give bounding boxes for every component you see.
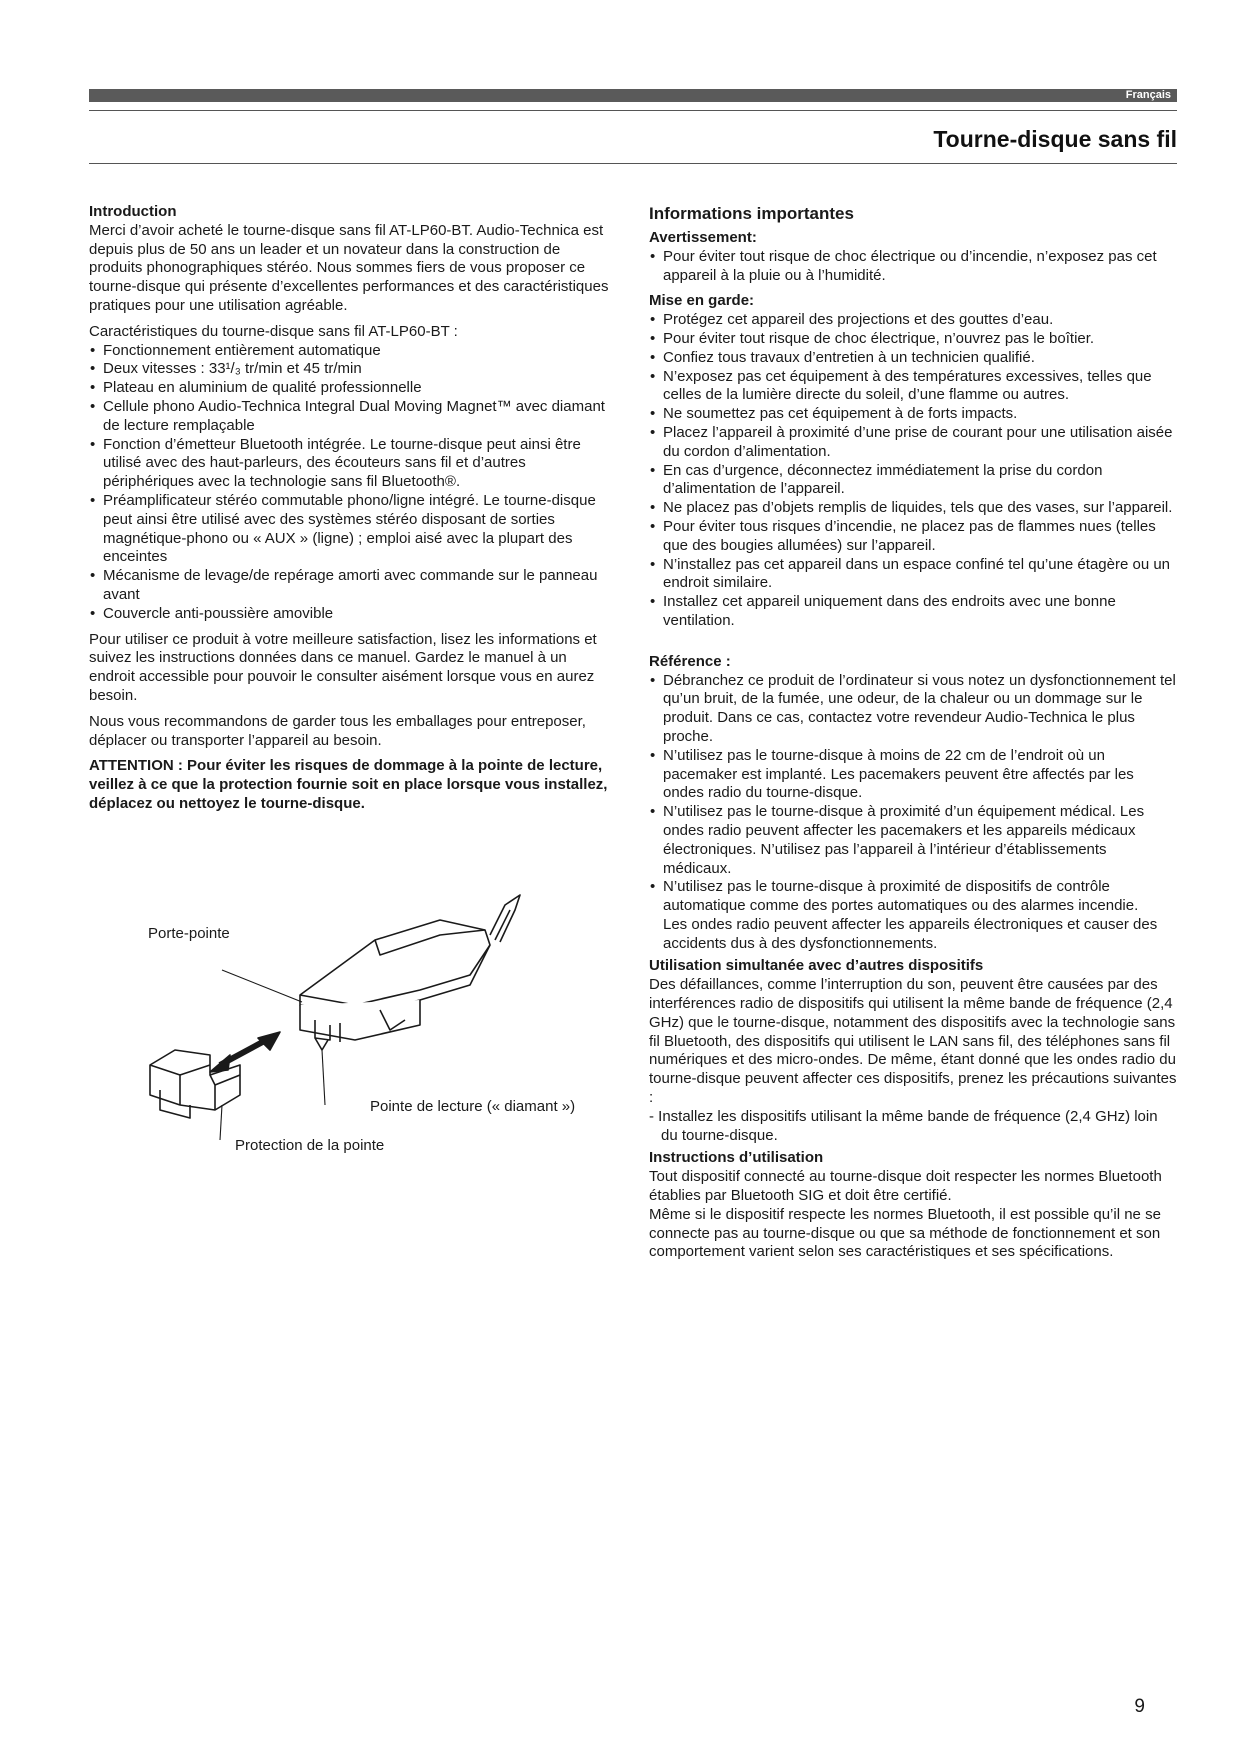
- stylus-figure: [130, 880, 610, 1170]
- list-item: • Ne soumettez pas cet équipement à de forts impacts.: [649, 405, 1177, 424]
- warning-list: [649, 248, 1177, 286]
- list-item: • Mécanisme de levage/de repérage amorti avec commande sur le panneau avant: [89, 567, 614, 605]
- usage-instructions-heading: Instructions d’utilisation: [649, 1149, 824, 1167]
- list-item: • Fonction d’émetteur Bluetooth intégrée. Le tourne-disque peut ainsi être utilisé avec des haut-parleurs, des écouteurs sans fil et d’autres périphériques avec la technologie sans fil Bluetooth®.: [89, 436, 614, 492]
- list-item: • Plateau en aluminium de qualité professionnelle: [89, 379, 614, 398]
- list-item: • Pour éviter tous risques d’incendie, ne placez pas de flammes nues (telles que des bougies allumées) sur l’appareil.: [649, 518, 1177, 556]
- list-item: • Préamplificateur stéréo commutable phono/ligne intégré. Le tourne-disque peut ainsi être utilisé avec des systèmes stéréo disposant de sorties magnétique-phono ou « AUX » (ligne) ; emploi aisé avec la plupart des enceintes: [89, 492, 614, 567]
- list-item: • N’utilisez pas le tourne-disque à moins de 22 cm de l’endroit où un pacemaker est implanté. Les pacemakers peuvent être affectés par les ondes radio du tourne-disque.: [649, 747, 1177, 803]
- list-item: • N’exposez pas cet équipement à des températures excessives, telles que celles de la lumière directe du soleil, d’une flamme ou autres.: [649, 368, 1177, 406]
- caution-list: [649, 311, 1177, 631]
- simultaneous-use-text: Des défaillances, comme l’interruption du son, peuvent être causées par des interférences radio de dispositifs qui utilisent la même bande de fréquence (2,4 GHz) que le tourne-disque, notamment des dispositifs avec la technologie sans fil Bluetooth, des dispositifs qui utilisent le LAN sans fil, des téléphones sans fil numériques et des micro-ondes. De même, étant donné que les ondes radio du tourne-disque peuvent affecter ces dispositifs, prenez les précautions suivantes :: [649, 976, 1177, 1107]
- list-item: • Installez cet appareil uniquement dans des endroits avec une bonne ventilation.: [649, 593, 1177, 631]
- features-intro: Caractéristiques du tourne-disque sans fil AT-LP60-BT :: [89, 322, 458, 340]
- reference-list: [649, 672, 1177, 916]
- list-item: • En cas d’urgence, déconnectez immédiatement la prise du cordon d’alimentation de l’appareil.: [649, 462, 1177, 500]
- intro-heading: Introduction: [89, 203, 177, 220]
- list-item: • Couvercle anti-poussière amovible: [89, 605, 614, 624]
- caution-heading: Mise en garde:: [649, 292, 755, 310]
- list-item: • Ne placez pas d’objets remplis de liquides, tels que des vases, sur l’appareil.: [649, 499, 1177, 518]
- satisfaction-paragraph: Pour utiliser ce produit à votre meilleure satisfaction, lisez les informations et suivez les instructions données dans ce manuel. Gardez le manuel à un endroit accessible pour pouvoir le consulter aisément lorsque vous en aurez besoin.: [89, 630, 597, 704]
- features-list: [89, 342, 614, 624]
- list-item: • Fonctionnement entièrement automatique: [89, 342, 614, 361]
- page-number: 9: [1134, 1696, 1145, 1717]
- simultaneous-use-heading: Utilisation simultanée avec d’autres dispositifs: [649, 957, 984, 975]
- list-item: • Protégez cet appareil des projections et des gouttes d’eau.: [649, 311, 1177, 330]
- reference-extra: Les ondes radio peuvent affecter les appareils électroniques et causer des accidents dus à des dysfonctionnements.: [663, 915, 1158, 952]
- important-info-heading: Informations importantes: [649, 204, 854, 223]
- list-item: • N’installez pas cet appareil dans un espace confiné tel qu’une étagère ou un endroit similaire.: [649, 556, 1177, 594]
- list-item: • Débranchez ce produit de l’ordinateur si vous notez un dysfonctionnement tel qu’un bruit, de la fumée, une odeur, de la chaleur ou un dommage sur le produit. Dans ce cas, contactez votre revendeur Audio-Technica le plus proche.: [649, 672, 1177, 747]
- label-stylus-guard: Protection de la pointe: [235, 1137, 385, 1154]
- label-stylus-tip: Pointe de lecture (« diamant »): [370, 1098, 576, 1115]
- cartridge-illustration: [130, 880, 610, 1170]
- attention-notice: ATTENTION : Pour éviter les risques de dommage à la pointe de lecture, veillez à ce que la protection fournie soit en place lorsque vous installez, déplacez ou nettoyez le tourne-disque.: [89, 757, 608, 812]
- left-column: [89, 203, 614, 814]
- intro-paragraph: Merci d’avoir acheté le tourne-disque sans fil AT-LP60-BT. Audio-Technica est depuis plus de 50 ans un leader et un novateur dans la construction de produits phonographiques stéréo. Nous sommes fiers de vous proposer ce tourne-disque qui présente d’excellentes performances et des caractéristiques pratiques pour une utilisation agréable.: [89, 221, 609, 314]
- list-item: • Pour éviter tout risque de choc électrique, n’ouvrez pas le boîtier.: [649, 330, 1177, 349]
- usage-instructions-p1: Tout dispositif connecté au tourne-disque doit respecter les normes Bluetooth établies par Bluetooth SIG et doit être certifié.: [649, 1168, 1162, 1205]
- language-label: Français: [1125, 89, 1171, 101]
- list-item: • Cellule phono Audio-Technica Integral Dual Moving Magnet™ avec diamant de lecture remplaçable: [89, 398, 614, 436]
- list-item: • Placez l’appareil à proximité d’une prise de courant pour une utilisation aisée du cordon d’alimentation.: [649, 424, 1177, 462]
- list-item: • Deux vitesses : 33¹/₃ tr/min et 45 tr/min: [89, 360, 614, 379]
- usage-instructions-p2: Même si le dispositif respecte les normes Bluetooth, il est possible qu’il ne se connecte pas au tourne-disque ou que sa méthode de fonctionnement et son comportement varient selon ses caractéristiques et ses spécifications.: [649, 1205, 1161, 1261]
- list-item: • Pour éviter tout risque de choc électrique ou d’incendie, n’exposez pas cet appareil à la pluie ou à l’humidité.: [649, 248, 1177, 286]
- list-item: • N’utilisez pas le tourne-disque à proximité d’un équipement médical. Les ondes radio peuvent affecter les pacemakers et les appareils médicaux électroniques. N’utilisez pas l’appareil à l’intérieur d’établissements médicaux.: [649, 803, 1177, 878]
- list-item: • Confiez tous travaux d’entretien à un technicien qualifié.: [649, 349, 1177, 368]
- right-column: [649, 203, 1177, 1262]
- list-item: • N’utilisez pas le tourne-disque à proximité de dispositifs de contrôle automatique comme des portes automatiques ou des alarmes incendie.: [649, 878, 1177, 916]
- title-rule: [89, 163, 1177, 164]
- page-title: Tourne-disque sans fil: [933, 126, 1177, 152]
- label-headshell: Porte-pointe: [148, 925, 230, 942]
- packaging-paragraph: Nous vous recommandons de garder tous les emballages pour entreposer, déplacer ou transporter l’appareil au besoin.: [89, 712, 586, 749]
- simultaneous-use-item: - Installez les dispositifs utilisant la même bande de fréquence (2,4 GHz) loin du tourne-disque.: [649, 1107, 1158, 1144]
- reference-heading: Référence :: [649, 652, 731, 670]
- language-bar: [89, 89, 1177, 102]
- top-rule: [89, 110, 1177, 111]
- warning-heading: Avertissement:: [649, 229, 757, 246]
